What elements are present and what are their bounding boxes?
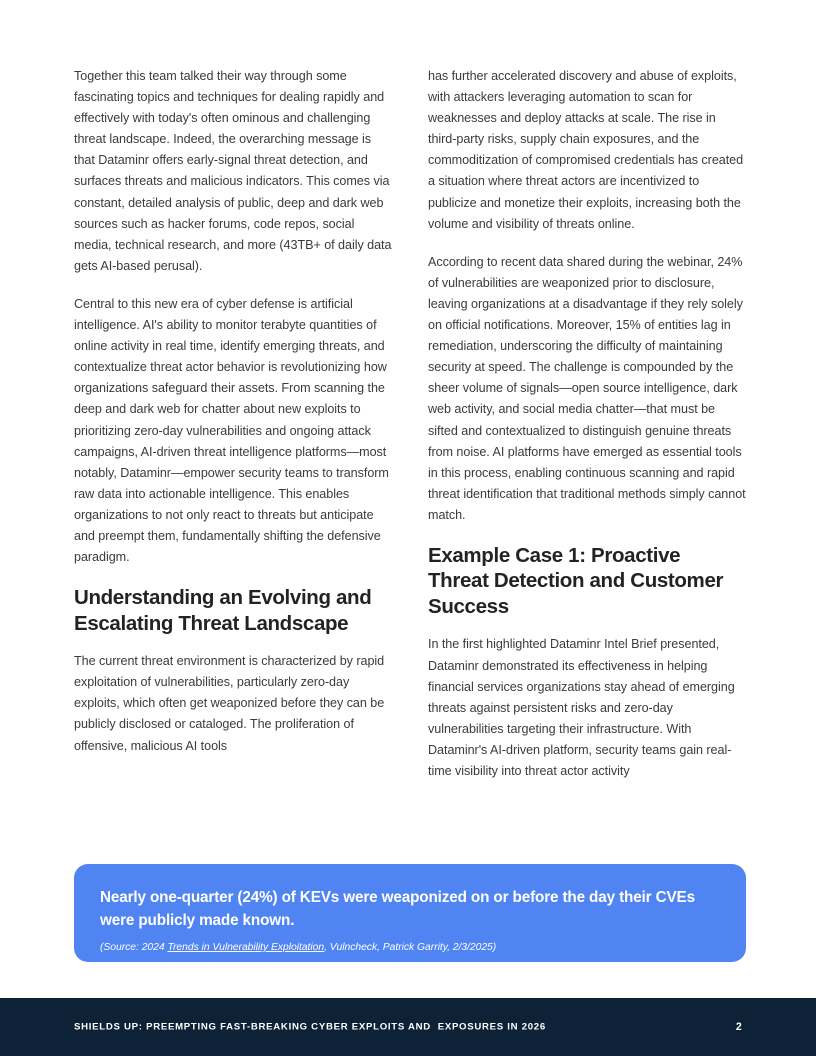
left-column [74, 66, 392, 826]
callout-source-link[interactable]: Trends in Vulnerability Exploitation [167, 942, 325, 953]
left-paragraph-2: Central to this new era of cyber defense is artificial intelligence. AI's ability to monitor terabyte quantities of online activity in real time, identify emerging threats, and contextualize threat actor behavior is revolutionizing how organizations safeguard their assets. From scanning the deep and dark web for chatter about new exploits to prioritizing zero-day vulnerabilities and ongoing attack campaigns, AI-driven threat intelligence platforms—most notably, Dataminr—empower security teams to transform raw data into actionable intelligence. This enables organizations to not only react to threats but anticipate and preempt them, fundamentally shifting the defensive paradigm. [74, 296, 389, 565]
footer-document-title: SHIELDS UP: PREEMPTING FAST-BREAKING CYBER EXPLOITS AND EXPOSURES IN 2026 [74, 1021, 546, 1033]
page-footer [0, 998, 816, 1056]
right-column [428, 66, 746, 826]
statistic-callout-box [74, 864, 746, 962]
right-paragraph-2: According to recent data shared during the webinar, 24% of vulnerabilities are weaponized prior to disclosure, leaving organizations at a disadvantage if they rely solely on official notifications. Moreover, 15% of entities lag in remediation, underscoring the difficulty of maintaining security at speed. The challenge is compounded by the sheer volume of signals—open source intelligence, dark web activity, and social media chatter—that must be sifted and contextualized to distinguish genuine threats from noise. AI platforms have emerged as essential tools in this process, enabling continuous scanning and rapid threat identification that traditional methods simply cannot match. [428, 254, 746, 522]
left-section-heading: Understanding an Evolving and Escalating Threat Landscape [74, 586, 372, 635]
right-section-heading: Example Case 1: Proactive Threat Detection and Customer Success [428, 543, 724, 618]
left-paragraph-3: The current threat environment is characterized by rapid exploitation of vulnerabilities, particularly zero-day exploits, which often get weaponized before they can be publicly disclosed or cataloged. The proliferation of offensive, malicious AI tools [74, 654, 385, 753]
footer-inner [0, 998, 816, 1056]
right-paragraph-1: has further accelerated discovery and abuse of exploits, with attackers leveraging automation to scan for weaknesses and deploy attacks at scale. The rise in third-party risks, supply chain exposures, and the commoditization of compromised credentials has created a situation where threat actors are incentivized to publicize and monetize their exploits, increasing both the volume and visibility of threats online. [428, 69, 744, 231]
callout-source-prefix: (Source: 2024 [100, 942, 168, 953]
callout-quote-text: Nearly one-quarter (24%) of KEVs were weaponized on or before the day their CVEs were publicly made known. [100, 889, 695, 929]
left-paragraph-1: Together this team talked their way through some fascinating topics and techniques for dealing rapidly and effectively with today's often ominous and challenging threat landscape. Indeed, the overarching message is that Dataminr offers early-signal threat detection, and surfaces threats and malicious indicators. This comes via constant, detailed analysis of public, deep and dark web sources such as hacker forums, code repos, social media, technical research, and more (43TB+ of daily data gets AI-based perusal). [74, 69, 392, 273]
callout-source-suffix: , Vulncheck, Patrick Garrity, 2/3/2025) [324, 942, 497, 953]
callout-source-line [100, 941, 720, 955]
two-column-body [74, 66, 746, 826]
right-paragraph-3: In the first highlighted Dataminr Intel Brief presented, Dataminr demonstrated its effectiveness in helping financial services organizations stay ahead of emerging threats against persistent risks and zero-day vulnerabilities targeting their infrastructure. With Dataminr's AI-driven platform, security teams gain real-time visibility into threat actor activity [428, 637, 735, 779]
footer-page-number: 2 [735, 1021, 742, 1033]
